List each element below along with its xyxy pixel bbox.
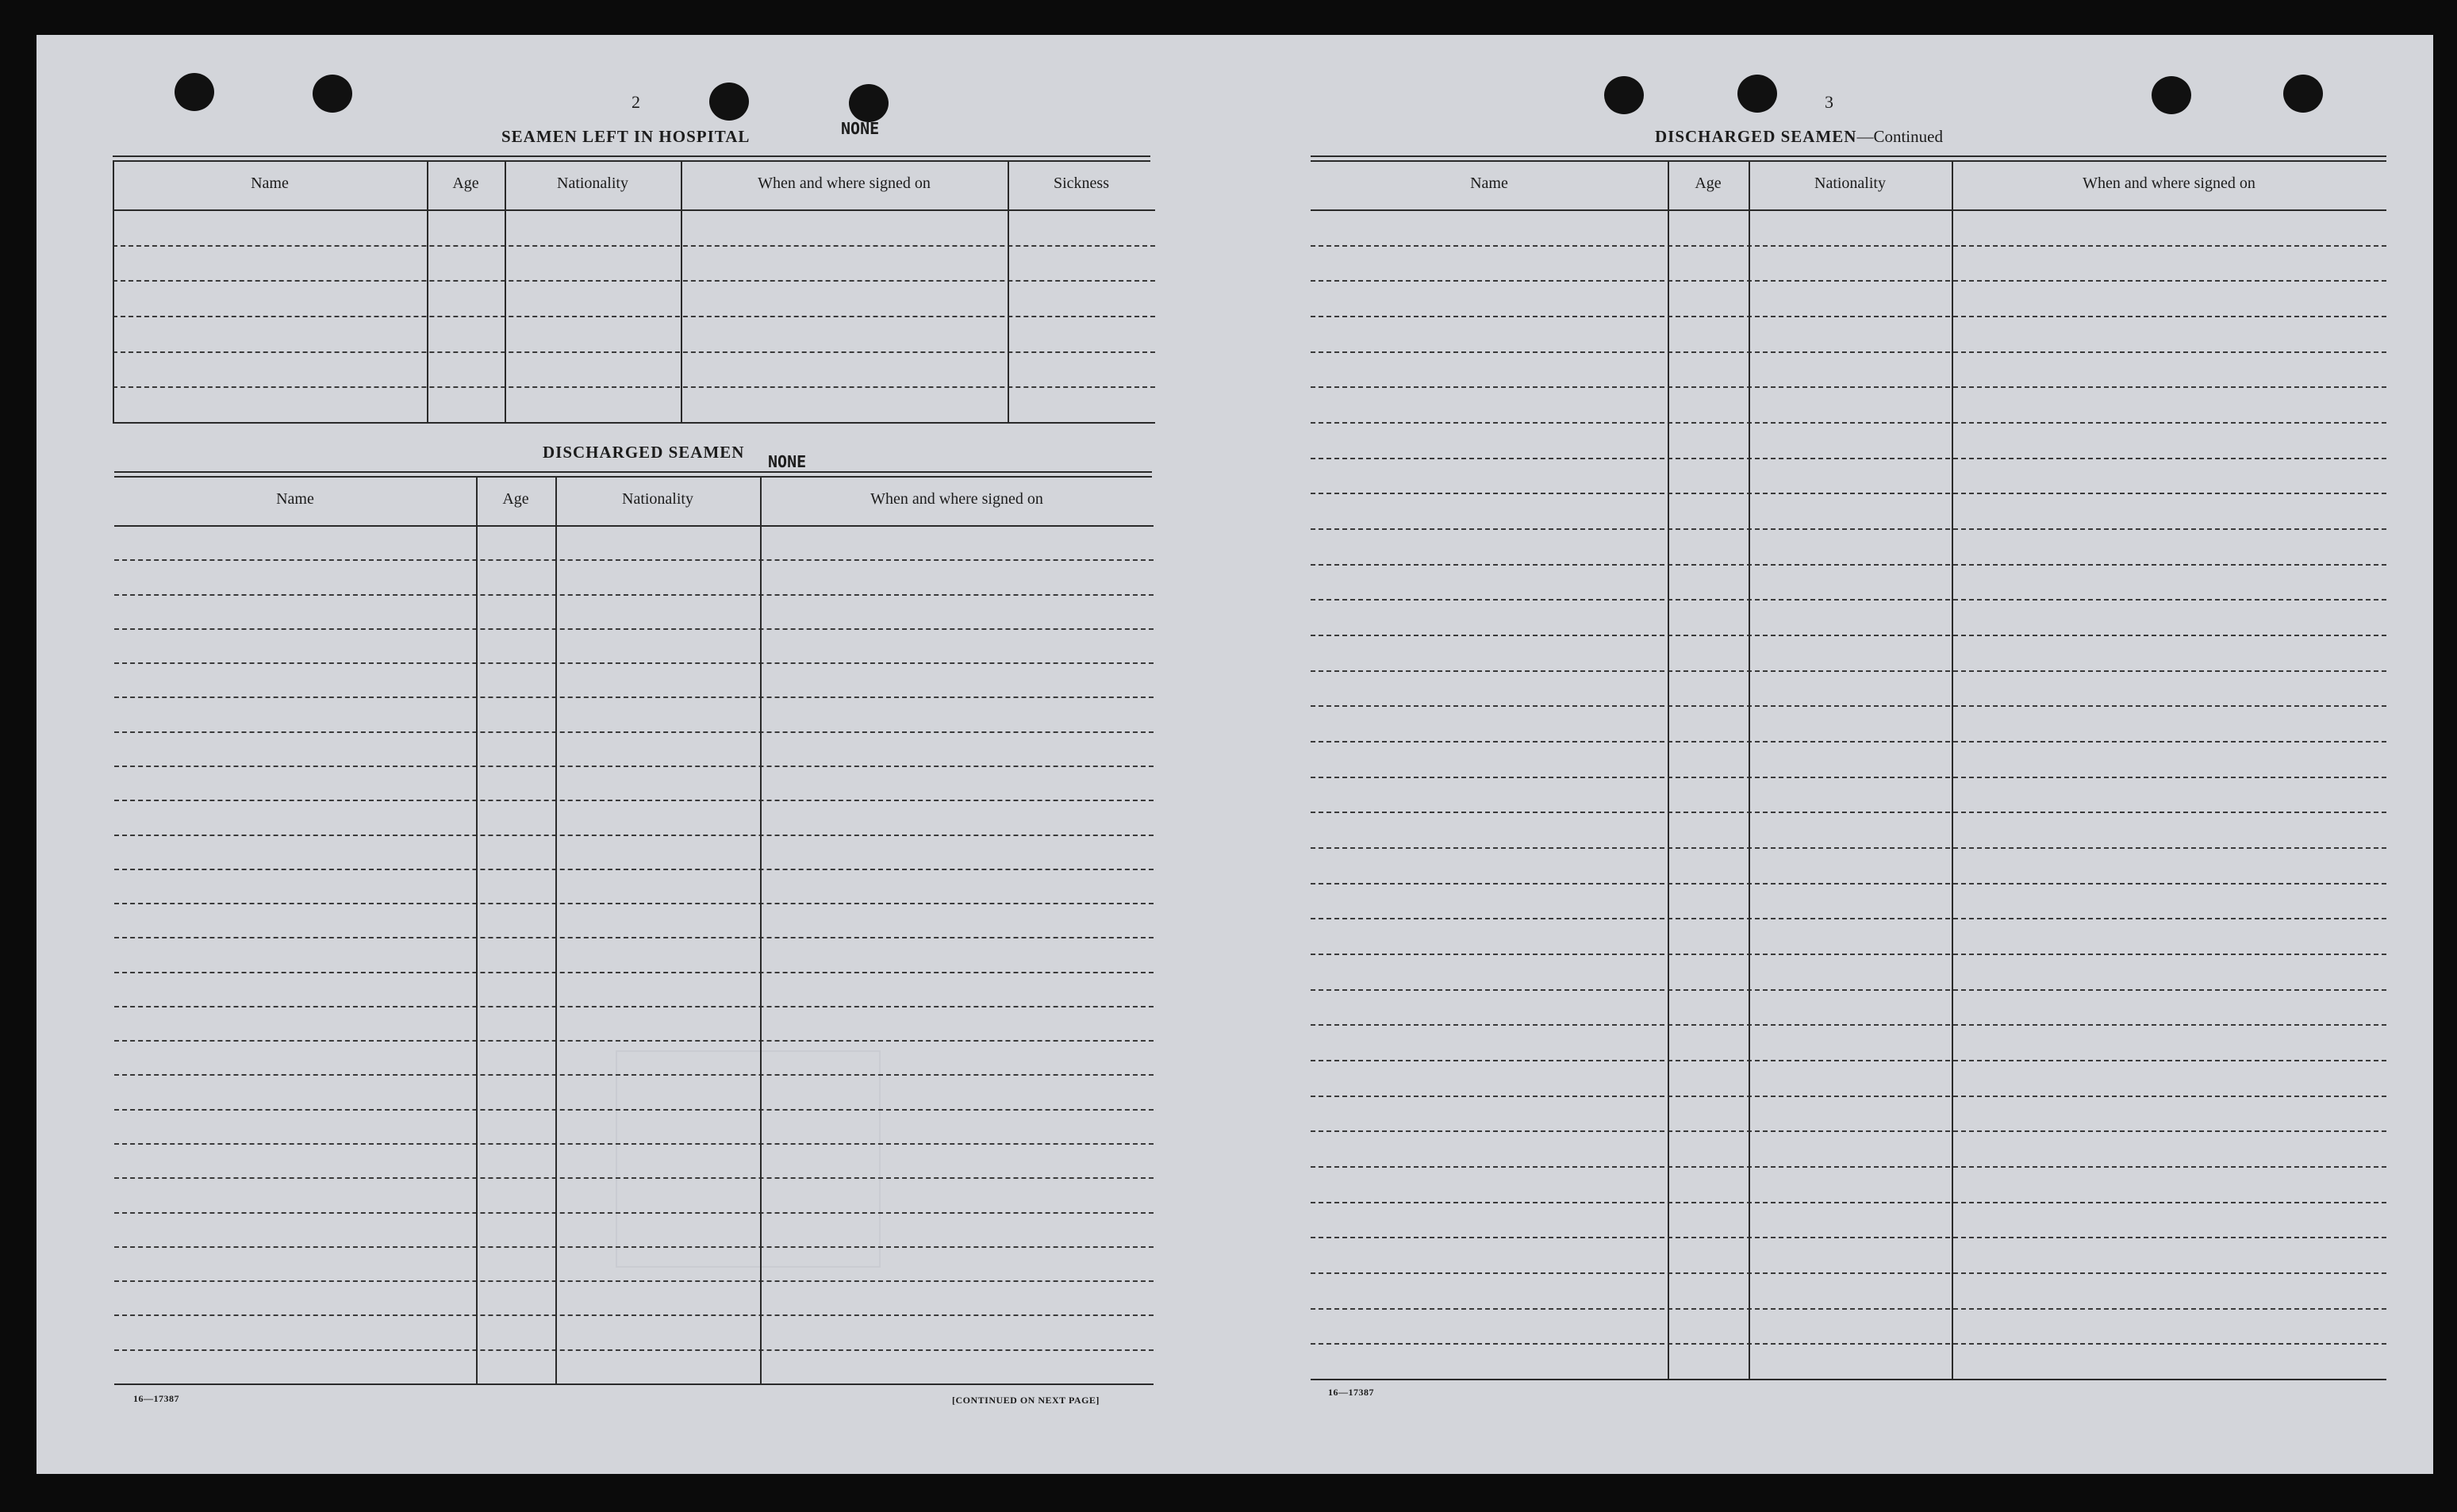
row-line: [1311, 599, 2386, 601]
rule: [113, 155, 1150, 157]
punch-hole: [849, 84, 889, 122]
column-divider: [1952, 162, 1953, 1379]
continued-suffix: —Continued: [1856, 127, 1943, 146]
discharged-section-title: DISCHARGED SEAMEN: [543, 443, 745, 462]
row-line: [114, 1040, 1154, 1042]
row-line: [114, 628, 1154, 630]
table-edge: [113, 162, 114, 422]
row-line: [1311, 1237, 2386, 1238]
row-line: [114, 1006, 1154, 1007]
column-divider: [1668, 162, 1669, 1379]
bleed-through-stamp-box: [616, 1050, 881, 1268]
column-divider: [427, 162, 428, 422]
row-line: [1311, 777, 2386, 778]
header-rule: [114, 525, 1154, 527]
rule: [113, 160, 1150, 162]
row-line: [1311, 954, 2386, 955]
row-line: [114, 835, 1154, 836]
row-line: [114, 869, 1154, 870]
none-stamp: NONE: [768, 452, 807, 471]
punch-hole: [709, 83, 749, 121]
column-header: Nationality: [622, 490, 693, 508]
table-bottom-rule: [1311, 1379, 2386, 1380]
row-line: [114, 1143, 1154, 1145]
page-number: 3: [1825, 92, 1833, 112]
row-line: [113, 316, 1155, 317]
row-line: [1311, 918, 2386, 919]
rule: [1311, 160, 2386, 162]
row-line: [1311, 1272, 2386, 1274]
row-line: [1311, 670, 2386, 672]
row-line: [1311, 635, 2386, 636]
row-line: [114, 594, 1154, 596]
row-line: [114, 972, 1154, 973]
row-line: [1311, 989, 2386, 991]
row-line: [1311, 1024, 2386, 1026]
column-divider: [760, 478, 762, 1383]
row-line: [1311, 1060, 2386, 1061]
row-line: [1311, 528, 2386, 530]
row-line: [1311, 280, 2386, 282]
punch-hole: [313, 75, 352, 113]
column-header: Age: [1695, 175, 1722, 192]
document-sheet: [36, 35, 2433, 1474]
row-line: [1311, 883, 2386, 885]
row-line: [114, 559, 1154, 561]
column-header: Name: [276, 490, 314, 508]
header-rule: [113, 209, 1155, 211]
continued-note: [CONTINUED ON NEXT PAGE]: [952, 1395, 1100, 1406]
row-line: [1311, 458, 2386, 459]
column-divider: [681, 162, 682, 422]
column-header: Name: [251, 175, 289, 192]
punch-hole: [1737, 75, 1777, 113]
row-line: [1311, 1096, 2386, 1097]
row-line: [114, 662, 1154, 664]
row-line: [114, 800, 1154, 801]
row-line: [114, 697, 1154, 698]
punch-hole: [2283, 75, 2323, 113]
page-number: 2: [632, 92, 640, 112]
punch-hole: [2152, 76, 2191, 114]
section-title: DISCHARGED SEAMEN: [1655, 127, 1857, 146]
row-line: [1311, 741, 2386, 743]
row-line: [114, 1212, 1154, 1214]
form-number: 16—17387: [1328, 1387, 1374, 1398]
row-line: [113, 280, 1155, 282]
punch-hole: [175, 73, 214, 111]
column-divider: [505, 162, 506, 422]
row-line: [1311, 812, 2386, 813]
punch-hole: [1604, 76, 1644, 114]
row-line: [1311, 493, 2386, 494]
table-bottom-rule: [113, 422, 1155, 424]
row-line: [114, 1177, 1154, 1179]
row-line: [113, 245, 1155, 247]
header-rule: [1311, 209, 2386, 211]
row-line: [1311, 564, 2386, 566]
row-line: [114, 1074, 1154, 1076]
row-line: [114, 1314, 1154, 1316]
row-line: [1311, 1308, 2386, 1310]
column-header: Sickness: [1054, 175, 1109, 192]
row-line: [113, 386, 1155, 388]
row-line: [114, 903, 1154, 904]
row-line: [1311, 1202, 2386, 1203]
column-header: Nationality: [557, 175, 628, 192]
rule: [114, 471, 1152, 473]
row-line: [113, 351, 1155, 353]
column-header: Age: [502, 490, 529, 508]
row-line: [114, 1280, 1154, 1282]
discharged-continued-title: [1655, 127, 1943, 147]
rule: [114, 476, 1152, 478]
row-line: [114, 1349, 1154, 1351]
column-header: When and where signed on: [2083, 175, 2255, 192]
rule: [1311, 155, 2386, 157]
column-divider: [555, 478, 557, 1383]
row-line: [1311, 422, 2386, 424]
column-header: Age: [452, 175, 479, 192]
column-divider: [1008, 162, 1009, 422]
row-line: [1311, 245, 2386, 247]
column-divider: [476, 478, 478, 1383]
row-line: [1311, 847, 2386, 849]
hospital-section-title: SEAMEN LEFT IN HOSPITAL: [501, 127, 751, 146]
table-bottom-rule: [114, 1383, 1154, 1385]
column-header: When and where signed on: [870, 490, 1043, 508]
row-line: [114, 1246, 1154, 1248]
row-line: [114, 1109, 1154, 1111]
row-line: [1311, 1343, 2386, 1345]
form-number: 16—17387: [133, 1393, 179, 1404]
column-header: When and where signed on: [758, 175, 931, 192]
row-line: [114, 731, 1154, 733]
row-line: [1311, 316, 2386, 317]
row-line: [1311, 386, 2386, 388]
row-line: [114, 937, 1154, 938]
row-line: [1311, 351, 2386, 353]
column-header: Name: [1470, 175, 1508, 192]
row-line: [114, 766, 1154, 767]
row-line: [1311, 1166, 2386, 1168]
row-line: [1311, 1130, 2386, 1132]
column-divider: [1749, 162, 1750, 1379]
column-header: Nationality: [1814, 175, 1886, 192]
row-line: [1311, 705, 2386, 707]
none-stamp: NONE: [841, 119, 880, 138]
